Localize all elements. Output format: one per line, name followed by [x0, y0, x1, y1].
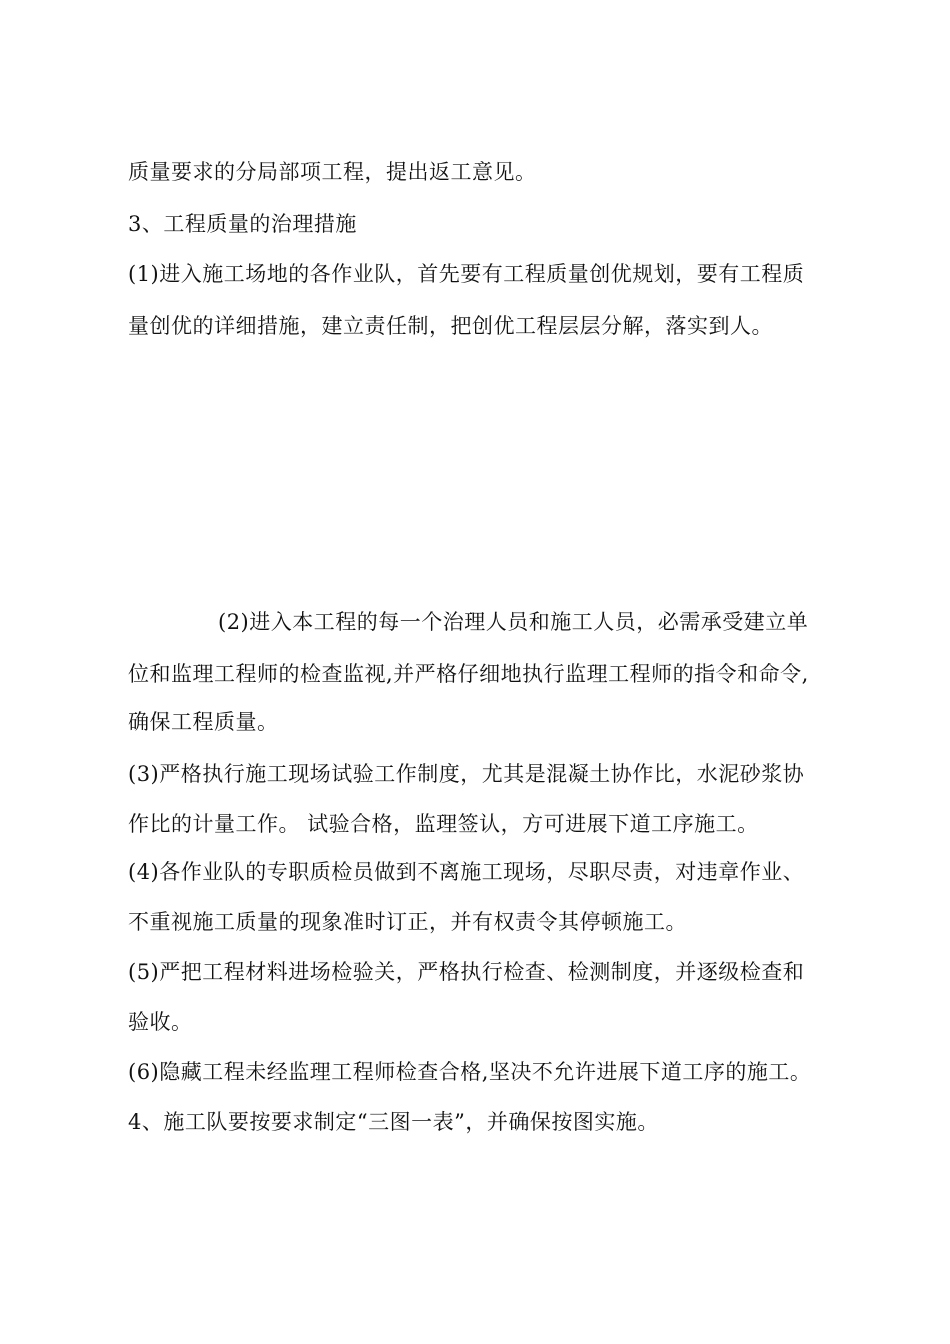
text-line-item1-b: 量创优的详细措施，建立责任制，把创优工程层层分解，落实到人。 — [128, 314, 773, 338]
text-line-item2-a: (2)进入本工程的每一个治理人员和施工人员，必需承受建立单 — [218, 610, 809, 634]
text-line-1: 质量要求的分局部项工程，提出返工意见。 — [128, 160, 537, 184]
section-heading-3: 3、工程质量的治理措施 — [128, 212, 357, 236]
text-line-item2-c: 确保工程质量。 — [128, 710, 279, 734]
text-line-item3-a: (3)严格执行施工现场试验工作制度，尤其是混凝土协作比，水泥砂浆协 — [128, 762, 805, 786]
text-line-item4-b: 不重视施工质量的现象准时订正，并有权责令其停顿施工。 — [128, 910, 687, 934]
text-line-item3-b: 作比的计量工作。 试验合格，监理签认，方可进展下道工序施工。 — [128, 812, 759, 836]
text-line-item1-a: (1)进入施工场地的各作业队，首先要有工程质量创优规划，要有工程质 — [128, 262, 805, 286]
text-line-item5-b: 验收。 — [128, 1010, 193, 1034]
text-line-item6: (6)隐藏工程未经监理工程师检查合格,坚决不允许进展下道工序的施工。 — [128, 1060, 812, 1084]
text-line-item2-b: 位和监理工程师的检查监视,并严格仔细地执行监理工程师的指令和命令, — [128, 662, 809, 686]
text-line-item4-a: (4)各作业队的专职质检员做到不离施工现场，尽职尽责，对违章作业、 — [128, 860, 805, 884]
section-heading-4: 4、施工队要按要求制定“三图一表”，并确保按图实施。 — [128, 1110, 659, 1134]
text-line-item5-a: (5)严把工程材料进场检验关，严格执行检查、检测制度，并逐级检查和 — [128, 960, 805, 984]
